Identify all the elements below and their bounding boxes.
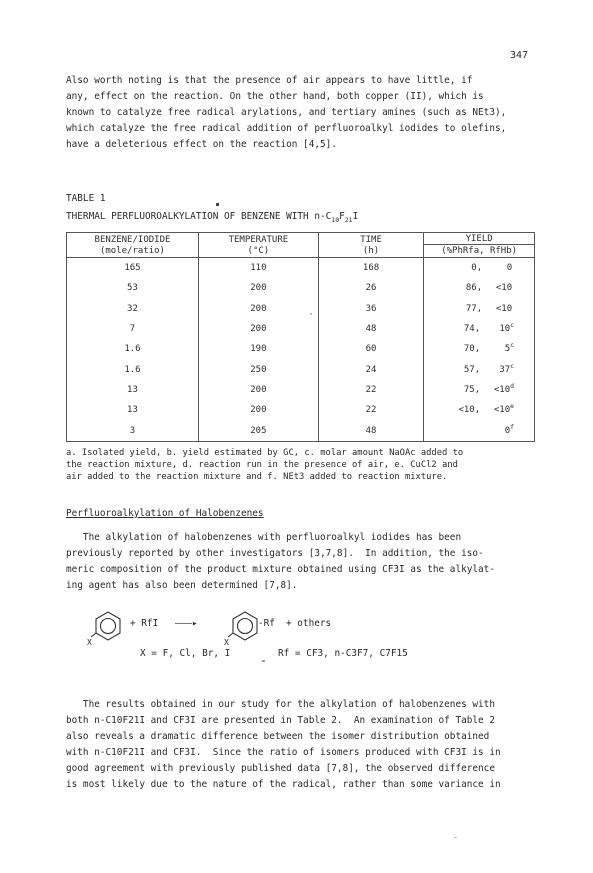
footnote-line: a. Isolated yield, b. yield estimated by GC, c. molar amount NaOAc added to [66,448,464,458]
cell-temperature: 200 [198,299,318,319]
text-line: Also worth noting is that the presence of air appears to have little, if [66,75,473,86]
text-line: meric composition of the product mixture obtained using CF3I as the alkylat- [66,564,495,575]
cell-ratio: 165 [67,258,199,279]
x-definition: X = F, Cl, Br, I [140,648,231,659]
caption-text: I [352,211,359,222]
yield-product: 86, [465,283,483,294]
cell-yield [424,319,535,339]
yield-product: 75, [463,384,481,395]
x-substituent-left: X [87,638,92,647]
yield-rfh: 37 [499,364,511,375]
print-speck [454,837,457,838]
footnote-line: the reaction mixture, d. reaction run in the presence of air, e. CuCl2 and [66,460,458,470]
caption-sub: 10 [331,215,340,224]
table-footnotes [66,447,536,483]
cell-yield [424,400,535,420]
yield-rfh: <10 [493,405,511,416]
caption-text: F [339,211,345,222]
yield-product: 77, [465,303,483,314]
yield-rfh: 0 [504,425,511,436]
reaction-scheme [87,608,490,678]
yield-note: c [510,361,515,370]
table-caption [66,211,358,222]
table-row [67,258,535,279]
page-number: 347 [510,50,529,61]
yield-note: c [510,321,515,330]
header-yield-unit: (%PhRfa, RfHb) [424,245,535,258]
header-ratio-unit: (mole/ratio) [67,245,199,258]
cell-temperature: 110 [198,258,318,279]
yield-rfh: <10 [495,283,513,294]
cell-ratio: 7 [67,319,199,339]
paragraph-halobenzenes [66,530,534,594]
table-row [67,359,535,379]
yield-product: 74, [463,324,481,335]
cell-yield [424,299,535,319]
yield-product: 57, [463,364,481,375]
cell-ratio: 3 [67,420,199,441]
yield-note: c [510,341,515,350]
cell-ratio: 1.6 [67,359,199,379]
text-line: also reveals a dramatic difference between the isomer distribution obtained [66,731,490,742]
table-row [67,319,535,339]
cell-temperature: 200 [198,278,318,298]
cell-ratio: 32 [67,299,199,319]
reagent-label: + RfI [130,618,159,629]
cell-yield [424,258,535,279]
text-line: which catalyze the free radical addition of perfluoroalkyl iodides to olefins, [66,123,507,134]
results-table [66,232,535,442]
cell-temperature: 205 [198,420,318,441]
text-line: have a deleterious effect on the reaction [4,5]. [66,139,337,150]
others-label: + others [286,618,332,629]
yield-note: f [510,422,515,431]
yield-product: 0, [471,263,483,274]
cell-ratio: 13 [67,400,199,420]
cell-temperature: 190 [198,339,318,359]
header-yield [424,233,535,246]
cell-yield [424,420,535,441]
caption-sub: 21 [344,215,353,224]
yield-rfh: <10 [493,384,511,395]
text-line: ing agent has also been determined [7,8]. [66,580,298,591]
text-line: The results obtained in our study for the alkylation of halobenzenes with [66,699,495,710]
x-substituent-right: X [224,638,229,647]
yield-note: e [510,402,515,411]
print-speck [262,660,265,662]
header-temperature: TEMPERATURE [198,233,318,246]
benzene-ring-product [228,612,257,640]
text-line: previously reported by other investigators [3,7,8]. In addition, the iso- [66,548,484,559]
table-row [67,380,535,400]
yield-product: <10, [458,405,481,416]
paragraph-results [66,697,534,793]
table-row [67,339,535,359]
header-time-unit: (h) [318,245,423,258]
text-line: good agreement with previously published data [7,8], the observed difference [66,763,495,774]
text-line: any, effect on the reaction. On the other hand, both copper (II), which is [66,91,484,102]
paragraph-air-effect [66,73,534,153]
cell-temperature: 200 [198,319,318,339]
rf-definition: Rf = CF3, n-C3F7, C7F15 [278,648,408,659]
cell-time: 26 [318,278,423,298]
yield-rfh: 10 [499,324,511,335]
yield-rfh: <10 [495,303,513,314]
cell-yield [424,339,535,359]
cell-ratio: 1.6 [67,339,199,359]
yield-title: YIELD [423,234,535,245]
cell-ratio: 53 [67,278,199,298]
cell-time: 22 [318,380,423,400]
yield-rfh: 0 [506,263,513,274]
reaction-arrow: ———▸ [175,618,198,629]
header-ratio: BENZENE/IODIDE [67,233,199,246]
section-heading: Perfluoroalkylation of Halobenzenes [66,508,264,519]
print-speck [216,203,219,206]
cell-temperature: 250 [198,359,318,379]
print-speck [310,313,312,315]
text-line: with n-C10F21I and CF3I. Since the ratio of isomers produced with CF3I is in [66,747,501,758]
header-time: TIME [318,233,423,246]
cell-time: 24 [318,359,423,379]
yield-product: 70, [463,344,481,355]
cell-ratio: 13 [67,380,199,400]
table-row [67,278,535,298]
header-temperature-unit: (°C) [198,245,318,258]
cell-yield [424,359,535,379]
text-line: both n-C10F21I and CF3I are presented in Table 2. An examination of Table 2 [66,715,495,726]
cell-time: 48 [318,319,423,339]
cell-temperature: 200 [198,380,318,400]
table-row [67,400,535,420]
yield-rfh: 5 [504,344,511,355]
cell-yield [424,380,535,400]
cell-yield [424,278,535,298]
table-label: TABLE 1 [66,193,106,204]
table-row [67,420,535,441]
table-row [67,299,535,319]
cell-time: 60 [318,339,423,359]
footnote-line: air added to the reaction mixture and f. NEt3 added to reaction mixture. [66,472,448,482]
text-line: is most likely due to the nature of the radical, rather than some variance in [66,779,501,790]
text-line: The alkylation of halobenzenes with perfluoroalkyl iodides has been [66,532,462,543]
cell-time: 36 [318,299,423,319]
caption-text: THERMAL PERFLUOROALKYLATION OF BENZENE WITH n-C [66,211,332,222]
product-substituent: -Rf [258,618,275,629]
cell-time: 168 [318,258,423,279]
cell-time: 48 [318,420,423,441]
benzene-ring-reactant [91,612,120,640]
cell-temperature: 200 [198,400,318,420]
cell-time: 22 [318,400,423,420]
yield-note: d [510,381,515,390]
text-line: known to catalyze free radical arylations, and tertiary amines (such as NEt3), [66,107,507,118]
